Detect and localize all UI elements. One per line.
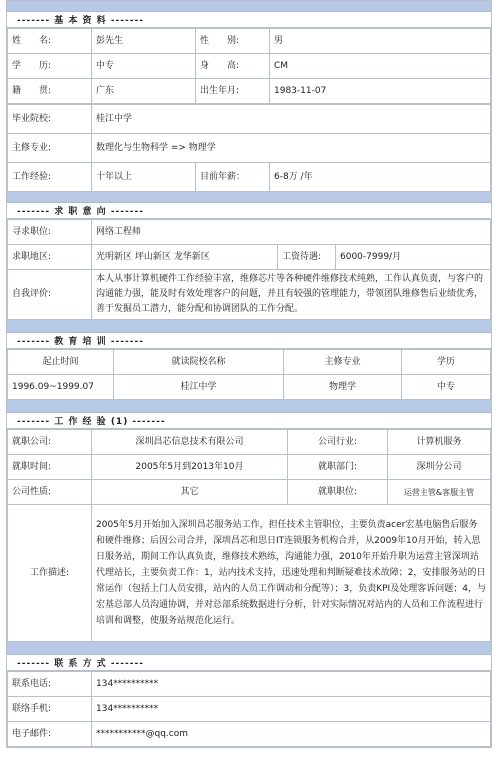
salary-value: 6-8万 /年 (270, 163, 491, 192)
section-band (7, 642, 491, 655)
contact-table (7, 671, 491, 747)
position-value: 运营主管&客服主管 (388, 480, 491, 505)
edu-col-time: 起止时间 (8, 350, 114, 375)
work-table (7, 429, 491, 642)
job-value: 网络工程师 (92, 220, 491, 245)
section-header-contact: ------- 联 系 方 式 ------- (7, 655, 491, 671)
education-table (7, 349, 491, 400)
time-label: 就职时间: (8, 455, 92, 480)
edu-major: 物理学 (284, 375, 402, 400)
salary-label: 目前年薪： (196, 163, 270, 192)
job-label: 寻求职位: (8, 220, 92, 245)
section-header-basic: ------- 基 本 资 料 ------- (7, 12, 491, 28)
position-label: 就职职位: (288, 480, 388, 505)
self-eval-label: 自我评价: (8, 270, 92, 320)
wage-label: 工资待遇: (278, 245, 336, 270)
major-label: 主修专业: (8, 134, 92, 163)
email-label: 电子邮件: (8, 722, 92, 747)
edu-col-school: 就读院校名称 (114, 350, 284, 375)
nature-label: 公司性质: (8, 480, 92, 505)
section-band (7, 1, 491, 12)
section-band (7, 320, 491, 333)
table-row (8, 375, 491, 400)
name-value: 彭先生 (92, 29, 196, 54)
education-label: 学 历: (8, 54, 92, 79)
gender-value: 男 (270, 29, 491, 54)
major-value: 数理化与生物科学 => 物理学 (92, 134, 491, 163)
area-value: 光明新区 坪山新区 龙华新区 (92, 245, 278, 270)
resume-page (6, 0, 492, 748)
height-label: 身 高: (196, 54, 270, 79)
industry-label: 公司行业: (288, 430, 388, 455)
time-value: 2005年5月到2013年10月 (92, 455, 288, 480)
nature-value: 其它 (92, 480, 288, 505)
edu-school: 桂江中学 (114, 375, 284, 400)
origin-label: 籍 贯: (8, 79, 92, 104)
birth-value: 1983-11-07 (270, 79, 491, 104)
tel-value: 134********** (92, 672, 491, 697)
experience-value: 十年以上 (92, 163, 196, 192)
edu-degree: 中专 (402, 375, 491, 400)
dept-value: 深圳分公司 (388, 455, 491, 480)
mobile-label: 联络手机: (8, 697, 92, 722)
dept-label: 就职部门: (288, 455, 388, 480)
wage-value: 6000-7999/月 (336, 245, 491, 270)
school-label: 毕业院校: (8, 105, 92, 134)
company-value: 深圳昌芯信息技术有限公司 (92, 430, 288, 455)
school-value: 桂江中学 (92, 105, 491, 134)
section-header-education: ------- 教 育 培 训 ------- (7, 333, 491, 349)
email-value[interactable]: ***********@qq.com (92, 722, 491, 747)
section-header-work: ------- 工 作 经 验 (1) ------- (7, 413, 491, 429)
company-label: 就职公司: (8, 430, 92, 455)
birth-label: 出生年月: (196, 79, 270, 104)
education-value: 中专 (92, 54, 196, 79)
edu-time: 1996.09~1999.07 (8, 375, 114, 400)
industry-value: 计算机服务 (388, 430, 491, 455)
area-label: 求职地区: (8, 245, 92, 270)
basic-info-table-2 (7, 104, 491, 192)
mobile-value: 134********** (92, 697, 491, 722)
height-value: CM (270, 54, 491, 79)
gender-label: 性 别: (196, 29, 270, 54)
section-band (7, 192, 491, 203)
edu-col-major: 主修专业 (284, 350, 402, 375)
self-eval-text: 本人从事计算机硬件工作经验丰富，维修芯片等各种硬件维修技术纯熟，工作认真负责，与客户的沟通能力强，能及时有效处理客户的问题，并且有较强的管理能力，带领团队维修售后业绩优秀，善于发掘员工潜力，能分配和协调团队的工作分配。 (92, 270, 491, 320)
tel-label: 联系电话: (8, 672, 92, 697)
edu-col-degree: 学历 (402, 350, 491, 375)
origin-value: 广东 (92, 79, 196, 104)
work-desc-label: 工作描述: (8, 505, 92, 642)
basic-info-table (7, 28, 491, 104)
name-label: 姓 名: (8, 29, 92, 54)
work-desc-text: 2005年5月开始加入深圳昌芯服务站工作，担任技术主管职位，主要负责acer宏基电脑售后服务和硬件维修；后因公司合并，深圳昌芯和思日IT连锁服务机构合并，从2009年10月开始，转入思日服务站，期间工作认真负责，维修技术熟练，沟通能力强，2010年开始升职为运营主管深圳站代理站长，主要负责工作：1，站内技术支持，迅速处理和判断疑难技术故障；2，安排服务站的日常运作（包括上门人员安排，站内的人员工作调动和分配等）；3，负责KPI及处理客诉问题；4，与宏基总部人员沟通协调，并对总部系统数据进行分析，针对实际情况对站内的人员和工作流程进行培训和调整，使服务站规范化运行。 (92, 505, 491, 642)
section-band (7, 400, 491, 413)
intent-table (7, 219, 491, 320)
section-header-intent: ------- 求 职 意 向 ------- (7, 203, 491, 219)
experience-label: 工作经验: (8, 163, 92, 192)
